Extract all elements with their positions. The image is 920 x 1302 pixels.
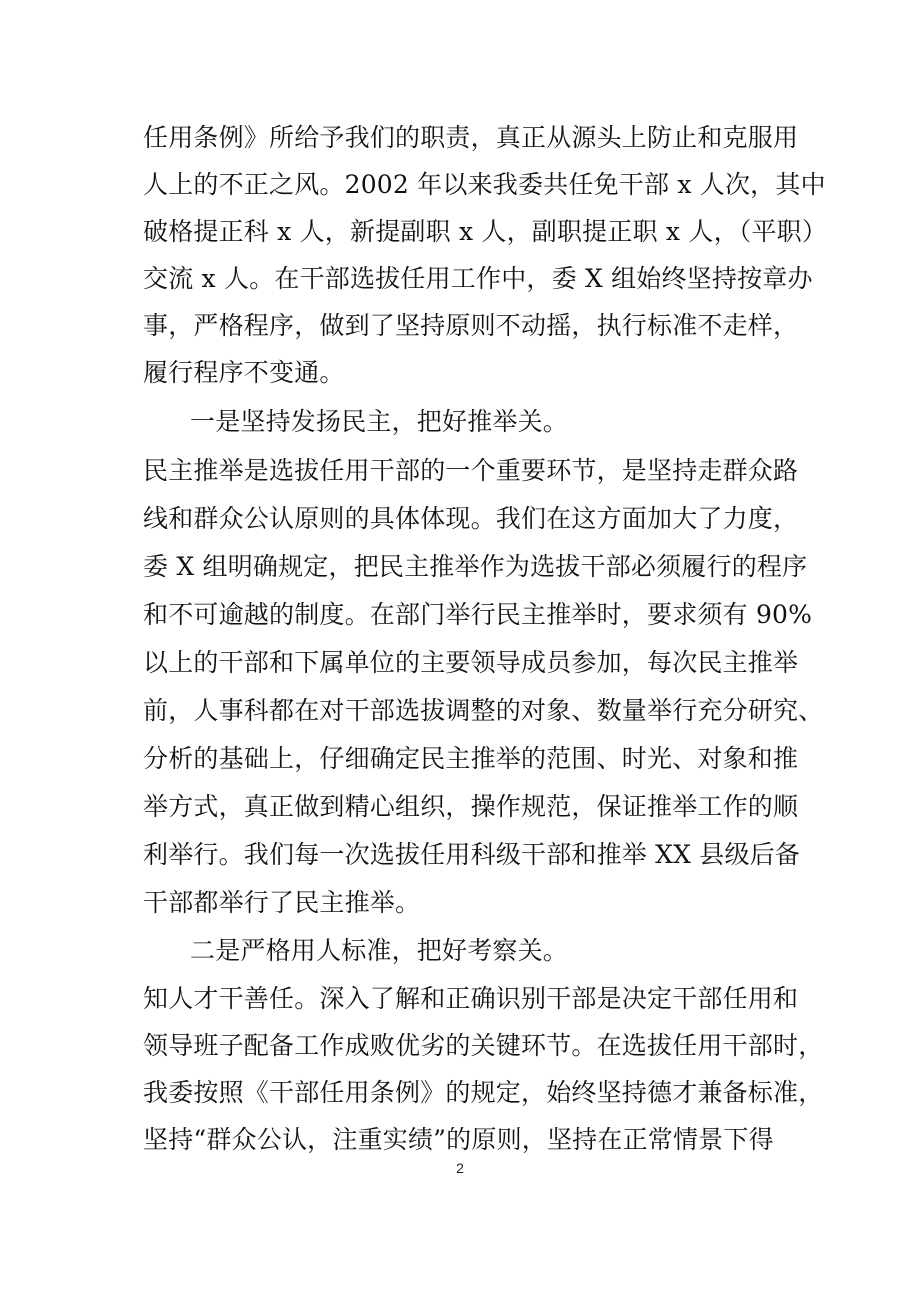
text-line: 任用条例》所给予我们的职责，真正从源头上防止和克服用 [143, 123, 799, 152]
text-line: 事，严格程序，做到了坚持原则不动摇，执行标准不走样， [143, 311, 799, 340]
text-line: 分析的基础上，仔细确定民主推举的范围、时光、对象和推 [143, 744, 799, 773]
section-heading: 一是坚持发扬民主，把好推举关。 [190, 407, 569, 436]
text-line: 以上的干部和下属单位的主要领导成员参加，每次民主推举 [143, 648, 799, 677]
section-heading: 二是严格用人标准，把好考察关。 [190, 936, 569, 965]
text-line: 坚持“群众公认，注重实绩”的原则，坚持在正常情景下得 [143, 1125, 774, 1154]
text-line: 知人才干善任。深入了解和正确识别干部是决定干部任用和 [143, 984, 799, 1013]
text-line: 举方式，真正做到精心组织，操作规范，保证推举工作的顺 [143, 792, 799, 821]
text-line: 破格提正科 x 人，新提副职 x 人，副职提正职 x 人，（平职） [143, 217, 828, 246]
text-line: 交流 x 人。在干部选拔任用工作中，委 X 组始终坚持按章办 [143, 264, 813, 293]
text-line: 人上的不正之风。2002 年以来我委共任免干部 x 人次，其中 [143, 170, 826, 199]
text-line: 前，人事科都在对干部选拔调整的对象、数量举行充分研究、 [143, 696, 824, 725]
text-line: 民主推举是选拔任用干部的一个重要环节，是坚持走群众路 [143, 456, 799, 485]
text-line: 领导班子配备工作成败优劣的关键环节。在选拔任用干部时， [143, 1031, 824, 1060]
page-number: 2 [456, 1160, 464, 1176]
text-line: 线和群众公认原则的具体体现。我们在这方面加大了力度， [143, 504, 799, 533]
text-line: 委 X 组明确规定，把民主推举作为选拔干部必须履行的程序 [143, 552, 808, 581]
text-line: 履行程序不变通。 [143, 358, 345, 387]
text-line: 我委按照《干部任用条例》的规定，始终坚持德才兼备标准， [143, 1078, 824, 1107]
text-line: 利举行。我们每一次选拔任用科级干部和推举 XX 县级后备 [143, 840, 801, 869]
text-line: 和不可逾越的制度。在部门举行民主推举时，要求须有 90% [143, 600, 813, 629]
text-line: 干部都举行了民主推举。 [143, 888, 421, 917]
